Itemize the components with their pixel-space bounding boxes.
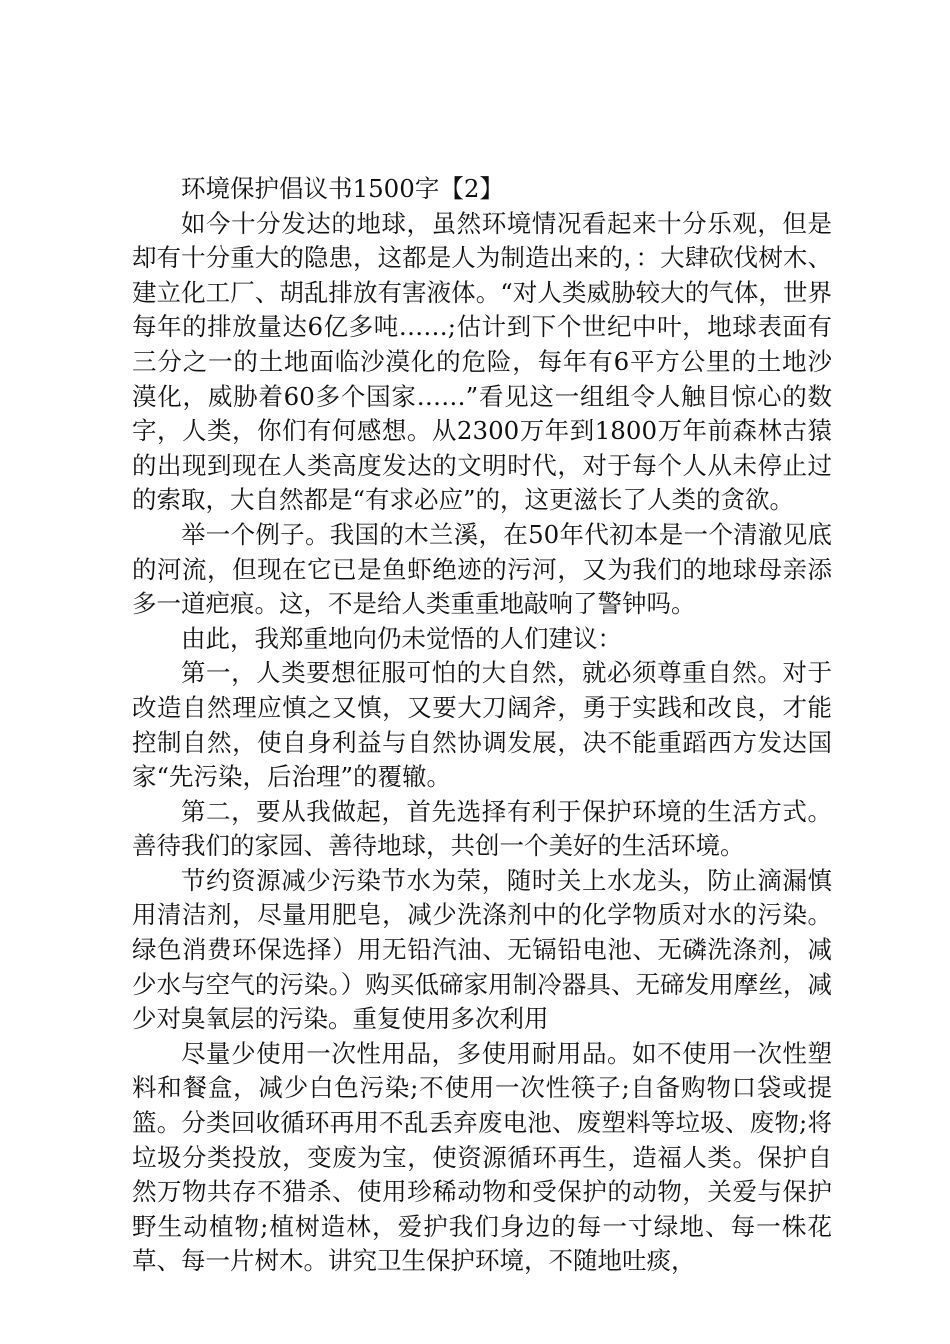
paragraph-save-resources: 节约资源减少污染节水为荣，随时关上水龙头，防止滴漏慎用清洁剂，尽量用肥皂，减少洗涤剂中的化学物质对水的污染。绿色消费环保选择）用无铅汽油、无镉铅电池、无磷洗涤剂，减少水与空气的污染。）购买低碲家用制冷器具、无碲发用摩丝，减少对臭氧层的污染。重复使用多次利用	[132, 865, 832, 1034]
paragraph-example: 举一个例子。我国的木兰溪，在50年代初本是一个清澈见底的河流，但现在它已是鱼虾绝迹的污河，又为我们的地球母亲添多一道疤痕。这，不是给人类重重地敲响了警钟吗。	[132, 519, 832, 619]
paragraph-reduce-disposables: 尽量少使用一次性用品，多使用耐用品。如不使用一次性塑料和餐盒，减少白色污染;不使用一次性筷子;自备购物口袋或提篮。分类回收循环再用不乱丢弃废电池、废塑料等垃圾、废物;将垃圾分类投放，变废为宝，使资源循环再生，造福人类。保护自然万物共存不猎杀、使用珍稀动物和受保护的动物，关爱与保护野生动植物;植树造林，爱护我们身边的每一寸绿地、每一株花草、每一片树木。讲究卫生保护环境，不随地吐痰，	[132, 1038, 832, 1276]
paragraph-first-proposal: 第一，人类要想征服可怕的大自然，就必须尊重自然。对于改造自然理应慎之又慎，又要大刀阔斧，勇于实践和改良，才能控制自然，使自身利益与自然协调发展，决不能重蹈西方发达国家“先污染，后治理”的覆辙。	[132, 658, 832, 792]
paragraph-proposal-lead: 由此，我郑重地向仍未觉悟的人们建议：	[181, 623, 622, 653]
document-body	[132, 172, 832, 1279]
paragraph-second-proposal: 第二，要从我做起，首先选择有利于保护环境的生活方式。善待我们的家园、善待地球，共创一个美好的生活环境。	[132, 796, 832, 861]
paragraph-intro: 如今十分发达的地球，虽然环境情况看起来十分乐观，但是却有十分重大的隐患，这都是人为制造出来的，：大肆砍伐树木、建立化工厂、胡乱排放有害液体。“对人类威胁较大的气体，世界每年的排放量达6亿多吨……;估计到下个世纪中叶，地球表面有三分之一的土地面临沙漠化的危险，每年有6平方公里的土地沙漠化，威胁着60多个国家……”看见这一组组令人触目惊心的数字，人类，你们有何感想。从2300万年到1800万年前森林古猿的出现到现在人类高度发达的文明时代，对于每个人从未停止过的索取，大自然都是“有求必应”的，这更滋长了人类的贪欲。	[132, 208, 832, 515]
document-title: 环境保护倡议书1500字【2】	[181, 174, 504, 203]
